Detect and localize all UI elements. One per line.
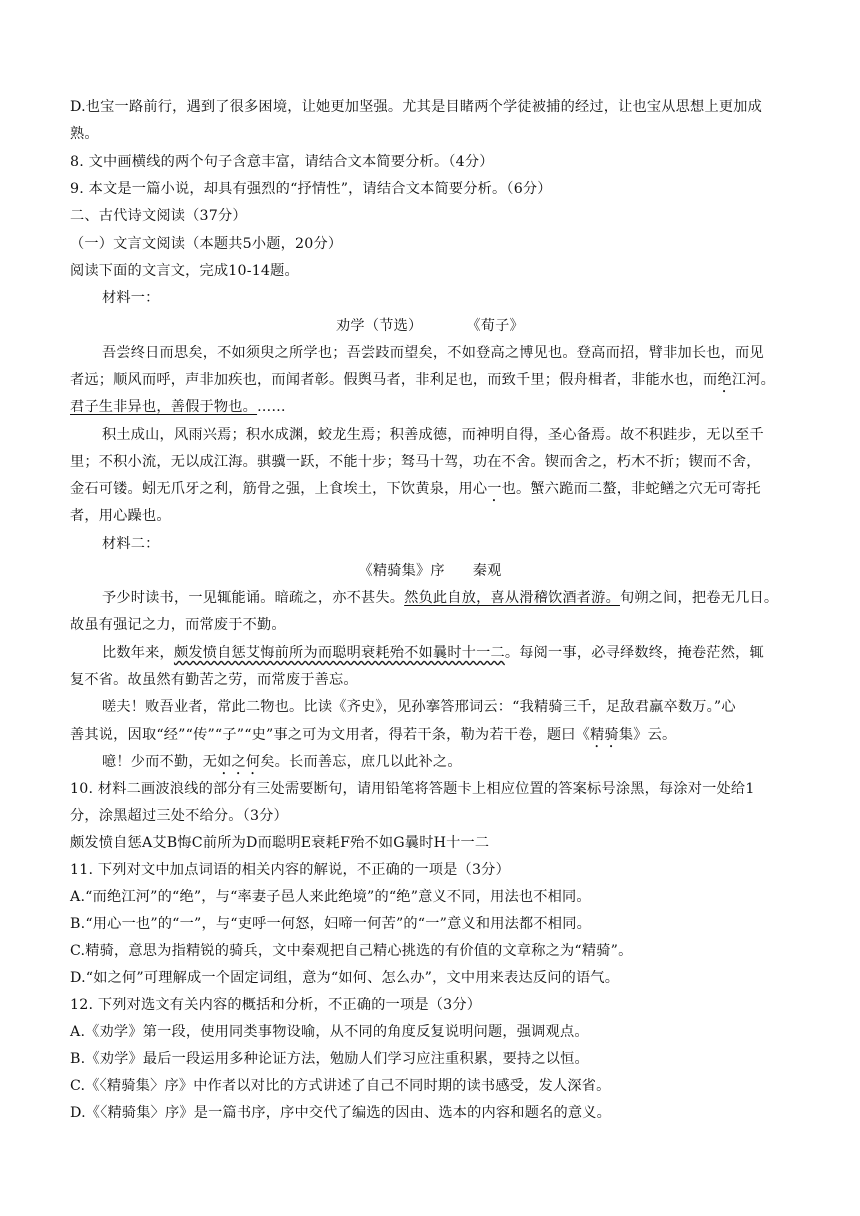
q7-option-d-line1: D.也宝一路前行，遇到了很多困境，让她更加坚强。尤其是目睹两个学徒被捕的经过，让也宝从思想上更加成 [70,99,762,115]
quanxue-p1-line3 [70,397,800,417]
material-1-author: 《荀子》 [466,318,524,334]
question-12-option-b: B.《劝学》最后一段运用多种论证方法，勉励人们学习应注重积累，要持之以恒。 [70,1051,589,1067]
question-10-options: 颇发愤自惩A艾B悔C前所为D而聪明E衰耗F殆不如G曩时H十一二 [70,835,490,851]
question-10-line1: 10. 材料二画波浪线的部分有三处需要断句，请用铅笔将答题卡上相应位置的答案标号涂黑，每涂对一处给1 [70,781,755,797]
question-11-option-c: C.精骑，意思为指精锐的骑兵，文中秦观把自己精心挑选的有价值的文章称之为“精骑”。 [70,943,633,959]
jingqiji-p2-line1-end: 。每阅一事，必寻绎数终，掩卷茫然，辄 [504,645,764,661]
question-10-line2: 分，涂黑超过三处不给分。（3分） [70,808,288,824]
material-1-heading [0,316,860,336]
material-2-author: 秦观 [472,563,502,579]
jingqiji-p1-line1 [102,588,800,608]
jingqiji-p3-line2-end: 集》云。 [618,727,677,743]
jingqiji-p2-line1 [102,643,800,663]
question-9: 9. 本文是一篇小说，却具有强烈的“抒情性”，请结合文本简要分析。（6分） [70,181,552,197]
quanxue-p1-line2-end: 江河。 [731,372,776,388]
wavy-underlined-passage: 颇发愤自惩艾悔前所为而聪明衰耗殆不如曩时十一二 [173,645,505,661]
question-12-stem: 12. 下列对选文有关内容的概括和分析，不正确的一项是（3分） [70,997,482,1013]
material-2-heading [0,561,860,581]
jingqiji-p3-line2-text: 善其说，因取“经”“传”“子”“史”事之可为文用者，得若干条，勒为若干卷，题曰《 [70,727,591,743]
underlined-sentence-1: 君子生非异也，善假于物也。 [70,399,258,415]
quanxue-p2-line3-end: 也。蟹六跪而二螯，非蛇鳝之穴无可寄托 [501,481,761,497]
section-2-title: 二、古代诗文阅读（37分） [70,208,247,224]
quanxue-p2-line1: 积土成山，风雨兴焉；积水成渊，蛟龙生焉；积善成德，而神明自得，圣心备焉。故不积跬步，无以至千 [102,427,764,443]
quanxue-p1-line1: 吾尝终日而思矣，不如须臾之所学也；吾尝跂而望矣，不如登高之博见也。登高而招，臂非加长也，而见 [102,345,764,361]
instruction: 阅读下面的文言文，完成10-14题。 [70,263,299,279]
question-11-stem: 11. 下列对文中加点词语的相关内容的解说，不正确的一项是（3分） [70,862,510,878]
jingqiji-p4-end: 矣。长而善忘，庶几以此补之。 [260,754,462,770]
jingqiji-p1-line1-text: 予少时读书，一见辄能诵。暗疏之，亦不甚失。 [102,590,405,606]
dotted-word-jingqi: 精骑 [590,727,619,743]
material-2-title: 《精骑集》序 [358,563,445,579]
question-11-option-b: B.“用心一也”的“一”，与“吏呼一何怒，妇啼一何苦”的“一”意义和用法都不相同。 [70,916,591,932]
q7-option-d-line2: 熟。 [70,126,99,142]
jingqiji-p4 [102,752,800,778]
quanxue-p1-line2-text: 者远；顺风而呼，声非加疾也，而闻者彰。假舆马者，非利足也，而致千里；假舟楫者，非能水也，而 [70,372,718,388]
jingqiji-p4-text: 噫！少而不勤，无 [102,754,218,770]
question-12-option-c: C.《〈精骑集〉序》中作者以对比的方式讲述了自己不同时期的读书感受，发人深省。 [70,1078,611,1094]
dotted-word-jue: 绝 [717,372,732,388]
quanxue-p1-line2 [70,370,800,396]
jingqiji-p2-line2: 复不省。故虽然有勤苦之劳，而常废于善忘。 [70,672,358,688]
jingqiji-p3-line1: 嗟夫！败吾业者，常此二物也。比读《齐史》，见孙搴答邢词云：“我精骑三千，足敌君羸卒数万。”心 [102,699,736,715]
underlined-sentence-2: 然负此自放，喜从滑稽饮酒者游。 [404,590,620,606]
jingqiji-p3-line2 [70,725,800,751]
quanxue-p2-line4: 者，用心躁也。 [70,508,171,524]
question-11-option-a: A.“而绝江河”的“绝”，与“率妻子邑人来此绝境”的“绝”意义不同，用法也不相同。 [70,889,591,905]
quanxue-p2-line3 [70,479,800,505]
ellipsis: …… [257,399,286,415]
jingqiji-p2-line1-text: 比数年来， [102,645,174,661]
quanxue-p2-line2: 里；不积小流，无以成江海。骐骥一跃，不能十步；驽马十驾，功在不舍。锲而舍之，朽木不折；锲而不舍， [70,454,761,470]
material-1-title: 劝学（节选） [336,318,423,334]
material-1-label: 材料一： [102,290,160,306]
dotted-word-yi: 一 [487,481,502,497]
dotted-word-ruzhihe: 如之何 [217,754,261,770]
material-2-label: 材料二： [102,536,160,552]
jingqiji-p1-line2: 故虽有强记之力，而常废于不勤。 [70,617,286,633]
question-12-option-d: D.《〈精骑集〉序》是一篇书序，序中交代了编选的因由、选本的内容和题名的意义。 [70,1105,612,1121]
question-8: 8. 文中画横线的两个句子含意丰富，请结合文本简要分析。（4分） [70,154,494,170]
question-11-option-d: D.“如之何”可理解成一个固定词组，意为“如何、怎么办”，文中用来表达反问的语气。 [70,970,620,986]
question-12-option-a: A.《劝学》第一段，使用同类事物设喻，从不同的角度反复说明问题，强调观点。 [70,1024,589,1040]
subsection-1-title: （一）文言文阅读（本题共5小题，20分） [70,236,343,252]
jingqiji-p1-line1-end: 旬朔之间，把卷无几日。 [619,590,779,606]
quanxue-p2-line3-text: 金石可镂。蚓无爪牙之利，筋骨之强，上食埃土，下饮黄泉，用心 [70,481,488,497]
